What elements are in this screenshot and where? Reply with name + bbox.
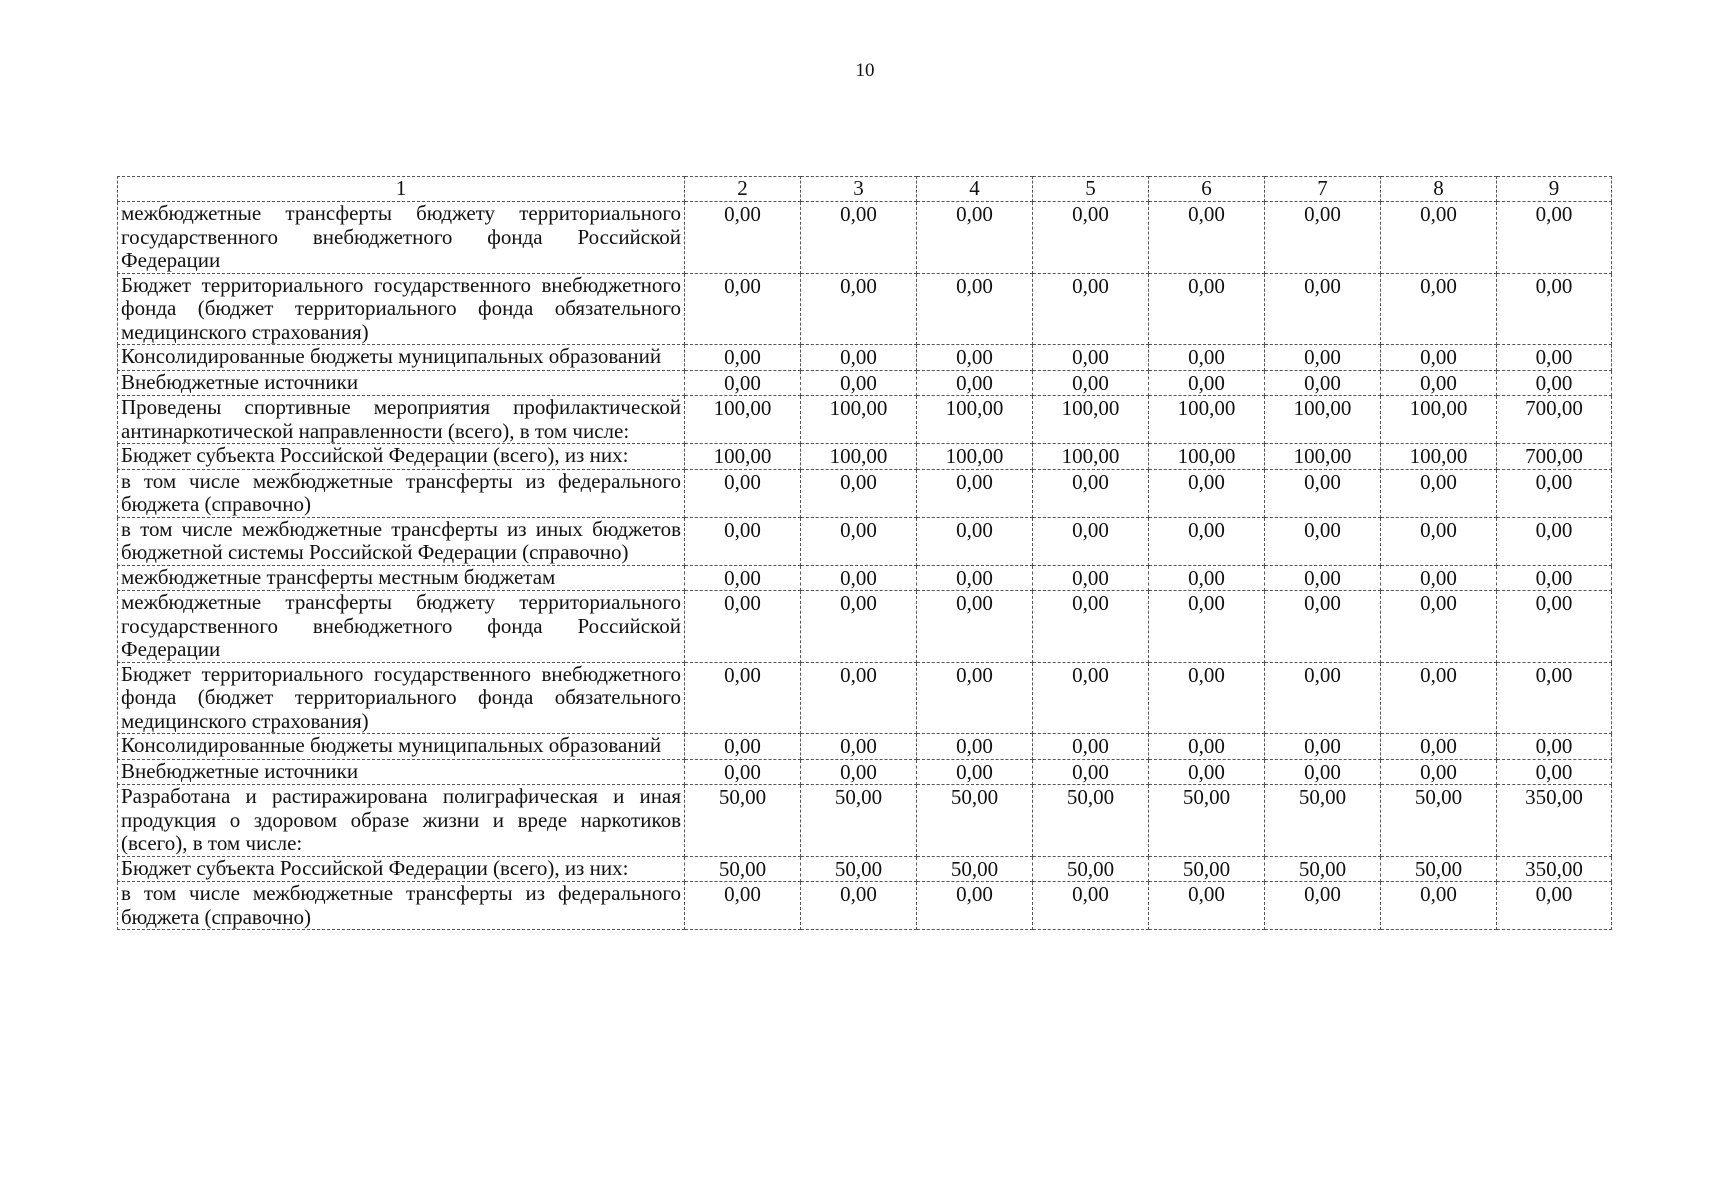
value-cell: 0,00 xyxy=(1265,591,1381,663)
table-row xyxy=(118,517,1612,565)
value-cell: 0,00 xyxy=(1497,662,1612,734)
value-cell: 0,00 xyxy=(685,469,801,517)
value-cell: 50,00 xyxy=(1149,856,1265,882)
value-cell: 0,00 xyxy=(801,517,917,565)
value-cell: 0,00 xyxy=(1381,345,1497,371)
value-cell: 0,00 xyxy=(917,759,1033,785)
row-label: Бюджет территориального государственного внебюджетного фонда (бюджет территориального фонда обязательного медицинского страхования) xyxy=(118,662,685,734)
value-cell: 0,00 xyxy=(801,370,917,396)
value-cell: 0,00 xyxy=(1265,662,1381,734)
value-cell: 0,00 xyxy=(917,734,1033,760)
row-label: Консолидированные бюджеты муниципальных образований xyxy=(118,345,685,371)
column-header: 1 xyxy=(118,177,685,202)
value-cell: 0,00 xyxy=(1149,469,1265,517)
value-cell: 50,00 xyxy=(1033,856,1149,882)
value-cell: 0,00 xyxy=(1497,734,1612,760)
value-cell: 0,00 xyxy=(917,591,1033,663)
column-header: 7 xyxy=(1265,177,1381,202)
row-label: Бюджет субъекта Российской Федерации (всего), из них: xyxy=(118,856,685,882)
value-cell: 100,00 xyxy=(1381,396,1497,444)
row-label: Бюджет субъекта Российской Федерации (всего), из них: xyxy=(118,444,685,470)
value-cell: 0,00 xyxy=(1149,734,1265,760)
value-cell: 0,00 xyxy=(1265,565,1381,591)
table-header-row xyxy=(118,177,1612,202)
table-row xyxy=(118,591,1612,663)
row-label: в том числе межбюджетные трансферты из иных бюджетов бюджетной системы Российской Федерации (справочно) xyxy=(118,517,685,565)
value-cell: 0,00 xyxy=(685,591,801,663)
value-cell: 100,00 xyxy=(1265,444,1381,470)
value-cell: 700,00 xyxy=(1497,396,1612,444)
value-cell: 0,00 xyxy=(1033,734,1149,760)
row-label: Бюджет территориального государственного внебюджетного фонда (бюджет территориального фонда обязательного медицинского страхования) xyxy=(118,273,685,345)
value-cell: 50,00 xyxy=(1033,785,1149,857)
table-row xyxy=(118,882,1612,930)
value-cell: 0,00 xyxy=(1265,273,1381,345)
value-cell: 0,00 xyxy=(1149,517,1265,565)
row-label: в том числе межбюджетные трансферты из федерального бюджета (справочно) xyxy=(118,882,685,930)
row-label: в том числе межбюджетные трансферты из федерального бюджета (справочно) xyxy=(118,469,685,517)
value-cell: 0,00 xyxy=(685,565,801,591)
value-cell: 50,00 xyxy=(1149,785,1265,857)
value-cell: 350,00 xyxy=(1497,856,1612,882)
value-cell: 0,00 xyxy=(685,370,801,396)
value-cell: 0,00 xyxy=(917,469,1033,517)
value-cell: 50,00 xyxy=(917,856,1033,882)
value-cell: 0,00 xyxy=(1149,662,1265,734)
row-label: межбюджетные трансферты бюджету территориального государственного внебюджетного фонда Российской Федерации xyxy=(118,591,685,663)
value-cell: 50,00 xyxy=(801,856,917,882)
row-label: Консолидированные бюджеты муниципальных образований xyxy=(118,734,685,760)
value-cell: 0,00 xyxy=(685,273,801,345)
column-header: 3 xyxy=(801,177,917,202)
value-cell: 50,00 xyxy=(801,785,917,857)
value-cell: 0,00 xyxy=(1497,202,1612,274)
value-cell: 0,00 xyxy=(1381,882,1497,930)
value-cell: 0,00 xyxy=(685,517,801,565)
value-cell: 100,00 xyxy=(685,444,801,470)
value-cell: 0,00 xyxy=(685,882,801,930)
value-cell: 0,00 xyxy=(1381,517,1497,565)
value-cell: 100,00 xyxy=(1033,444,1149,470)
value-cell: 0,00 xyxy=(1033,469,1149,517)
value-cell: 0,00 xyxy=(1265,882,1381,930)
column-header: 6 xyxy=(1149,177,1265,202)
value-cell: 0,00 xyxy=(801,273,917,345)
table-row xyxy=(118,273,1612,345)
value-cell: 100,00 xyxy=(917,396,1033,444)
table-row xyxy=(118,444,1612,470)
value-cell: 0,00 xyxy=(1033,565,1149,591)
value-cell: 0,00 xyxy=(801,469,917,517)
value-cell: 0,00 xyxy=(1381,273,1497,345)
value-cell: 0,00 xyxy=(1265,517,1381,565)
value-cell: 50,00 xyxy=(917,785,1033,857)
table-row xyxy=(118,662,1612,734)
column-header: 9 xyxy=(1497,177,1612,202)
value-cell: 100,00 xyxy=(801,444,917,470)
value-cell: 0,00 xyxy=(801,202,917,274)
table-row xyxy=(118,759,1612,785)
value-cell: 0,00 xyxy=(685,734,801,760)
value-cell: 0,00 xyxy=(1033,370,1149,396)
value-cell: 0,00 xyxy=(917,565,1033,591)
value-cell: 50,00 xyxy=(685,856,801,882)
value-cell: 0,00 xyxy=(685,202,801,274)
value-cell: 50,00 xyxy=(1265,785,1381,857)
value-cell: 100,00 xyxy=(1149,444,1265,470)
value-cell: 0,00 xyxy=(1497,517,1612,565)
row-label: Разработана и растиражирована полиграфическая и иная продукция о здоровом образе жизни и вреде наркотиков (всего), в том числе: xyxy=(118,785,685,857)
value-cell: 0,00 xyxy=(1033,273,1149,345)
value-cell: 50,00 xyxy=(1381,785,1497,857)
value-cell: 0,00 xyxy=(1149,370,1265,396)
row-label: межбюджетные трансферты местным бюджетам xyxy=(118,565,685,591)
value-cell: 0,00 xyxy=(1381,469,1497,517)
value-cell: 0,00 xyxy=(1149,565,1265,591)
value-cell: 0,00 xyxy=(917,273,1033,345)
value-cell: 50,00 xyxy=(1265,856,1381,882)
table-row xyxy=(118,396,1612,444)
column-header: 8 xyxy=(1381,177,1497,202)
value-cell: 0,00 xyxy=(917,517,1033,565)
value-cell: 0,00 xyxy=(1497,591,1612,663)
budget-table xyxy=(117,176,1612,930)
column-header: 4 xyxy=(917,177,1033,202)
value-cell: 0,00 xyxy=(1033,345,1149,371)
value-cell: 0,00 xyxy=(1381,202,1497,274)
value-cell: 0,00 xyxy=(1381,759,1497,785)
value-cell: 350,00 xyxy=(1497,785,1612,857)
value-cell: 0,00 xyxy=(1149,202,1265,274)
value-cell: 100,00 xyxy=(801,396,917,444)
table-row xyxy=(118,734,1612,760)
value-cell: 100,00 xyxy=(917,444,1033,470)
row-label: межбюджетные трансферты бюджету территориального государственного внебюджетного фонда Российской Федерации xyxy=(118,202,685,274)
table-row xyxy=(118,469,1612,517)
table-row xyxy=(118,345,1612,371)
value-cell: 0,00 xyxy=(1265,759,1381,785)
value-cell: 0,00 xyxy=(1265,370,1381,396)
value-cell: 0,00 xyxy=(1497,273,1612,345)
value-cell: 100,00 xyxy=(685,396,801,444)
value-cell: 0,00 xyxy=(917,202,1033,274)
value-cell: 0,00 xyxy=(1033,517,1149,565)
value-cell: 0,00 xyxy=(1265,202,1381,274)
value-cell: 0,00 xyxy=(1497,370,1612,396)
value-cell: 0,00 xyxy=(685,662,801,734)
value-cell: 0,00 xyxy=(917,345,1033,371)
value-cell: 0,00 xyxy=(1265,345,1381,371)
value-cell: 0,00 xyxy=(1381,662,1497,734)
row-label: Внебюджетные источники xyxy=(118,370,685,396)
value-cell: 0,00 xyxy=(801,759,917,785)
value-cell: 100,00 xyxy=(1381,444,1497,470)
value-cell: 0,00 xyxy=(1497,565,1612,591)
value-cell: 0,00 xyxy=(801,345,917,371)
column-header: 2 xyxy=(685,177,801,202)
row-label: Проведены спортивные мероприятия профилактической антинаркотической направленности (всего), в том числе: xyxy=(118,396,685,444)
page-number: 10 xyxy=(855,60,875,81)
value-cell: 0,00 xyxy=(1381,370,1497,396)
value-cell: 0,00 xyxy=(917,662,1033,734)
value-cell: 0,00 xyxy=(1381,565,1497,591)
value-cell: 0,00 xyxy=(1149,882,1265,930)
value-cell: 0,00 xyxy=(1033,759,1149,785)
value-cell: 50,00 xyxy=(685,785,801,857)
table-row xyxy=(118,565,1612,591)
table-row xyxy=(118,370,1612,396)
value-cell: 0,00 xyxy=(917,370,1033,396)
value-cell: 0,00 xyxy=(685,345,801,371)
value-cell: 50,00 xyxy=(1381,856,1497,882)
value-cell: 0,00 xyxy=(801,734,917,760)
table-row xyxy=(118,202,1612,274)
value-cell: 0,00 xyxy=(801,882,917,930)
value-cell: 0,00 xyxy=(1381,734,1497,760)
value-cell: 0,00 xyxy=(1497,759,1612,785)
value-cell: 100,00 xyxy=(1033,396,1149,444)
value-cell: 0,00 xyxy=(1265,734,1381,760)
value-cell: 0,00 xyxy=(1497,469,1612,517)
table-row xyxy=(118,856,1612,882)
value-cell: 0,00 xyxy=(1497,345,1612,371)
value-cell: 0,00 xyxy=(1149,273,1265,345)
value-cell: 0,00 xyxy=(801,662,917,734)
row-label: Внебюджетные источники xyxy=(118,759,685,785)
table-row xyxy=(118,785,1612,857)
value-cell: 0,00 xyxy=(1497,882,1612,930)
value-cell: 0,00 xyxy=(1033,662,1149,734)
value-cell: 0,00 xyxy=(1033,591,1149,663)
column-header: 5 xyxy=(1033,177,1149,202)
value-cell: 0,00 xyxy=(1033,202,1149,274)
value-cell: 0,00 xyxy=(801,591,917,663)
value-cell: 0,00 xyxy=(917,882,1033,930)
value-cell: 0,00 xyxy=(1149,591,1265,663)
value-cell: 100,00 xyxy=(1149,396,1265,444)
value-cell: 0,00 xyxy=(1149,345,1265,371)
value-cell: 700,00 xyxy=(1497,444,1612,470)
value-cell: 100,00 xyxy=(1265,396,1381,444)
value-cell: 0,00 xyxy=(685,759,801,785)
value-cell: 0,00 xyxy=(1033,882,1149,930)
value-cell: 0,00 xyxy=(1149,759,1265,785)
value-cell: 0,00 xyxy=(1381,591,1497,663)
value-cell: 0,00 xyxy=(1265,469,1381,517)
value-cell: 0,00 xyxy=(801,565,917,591)
